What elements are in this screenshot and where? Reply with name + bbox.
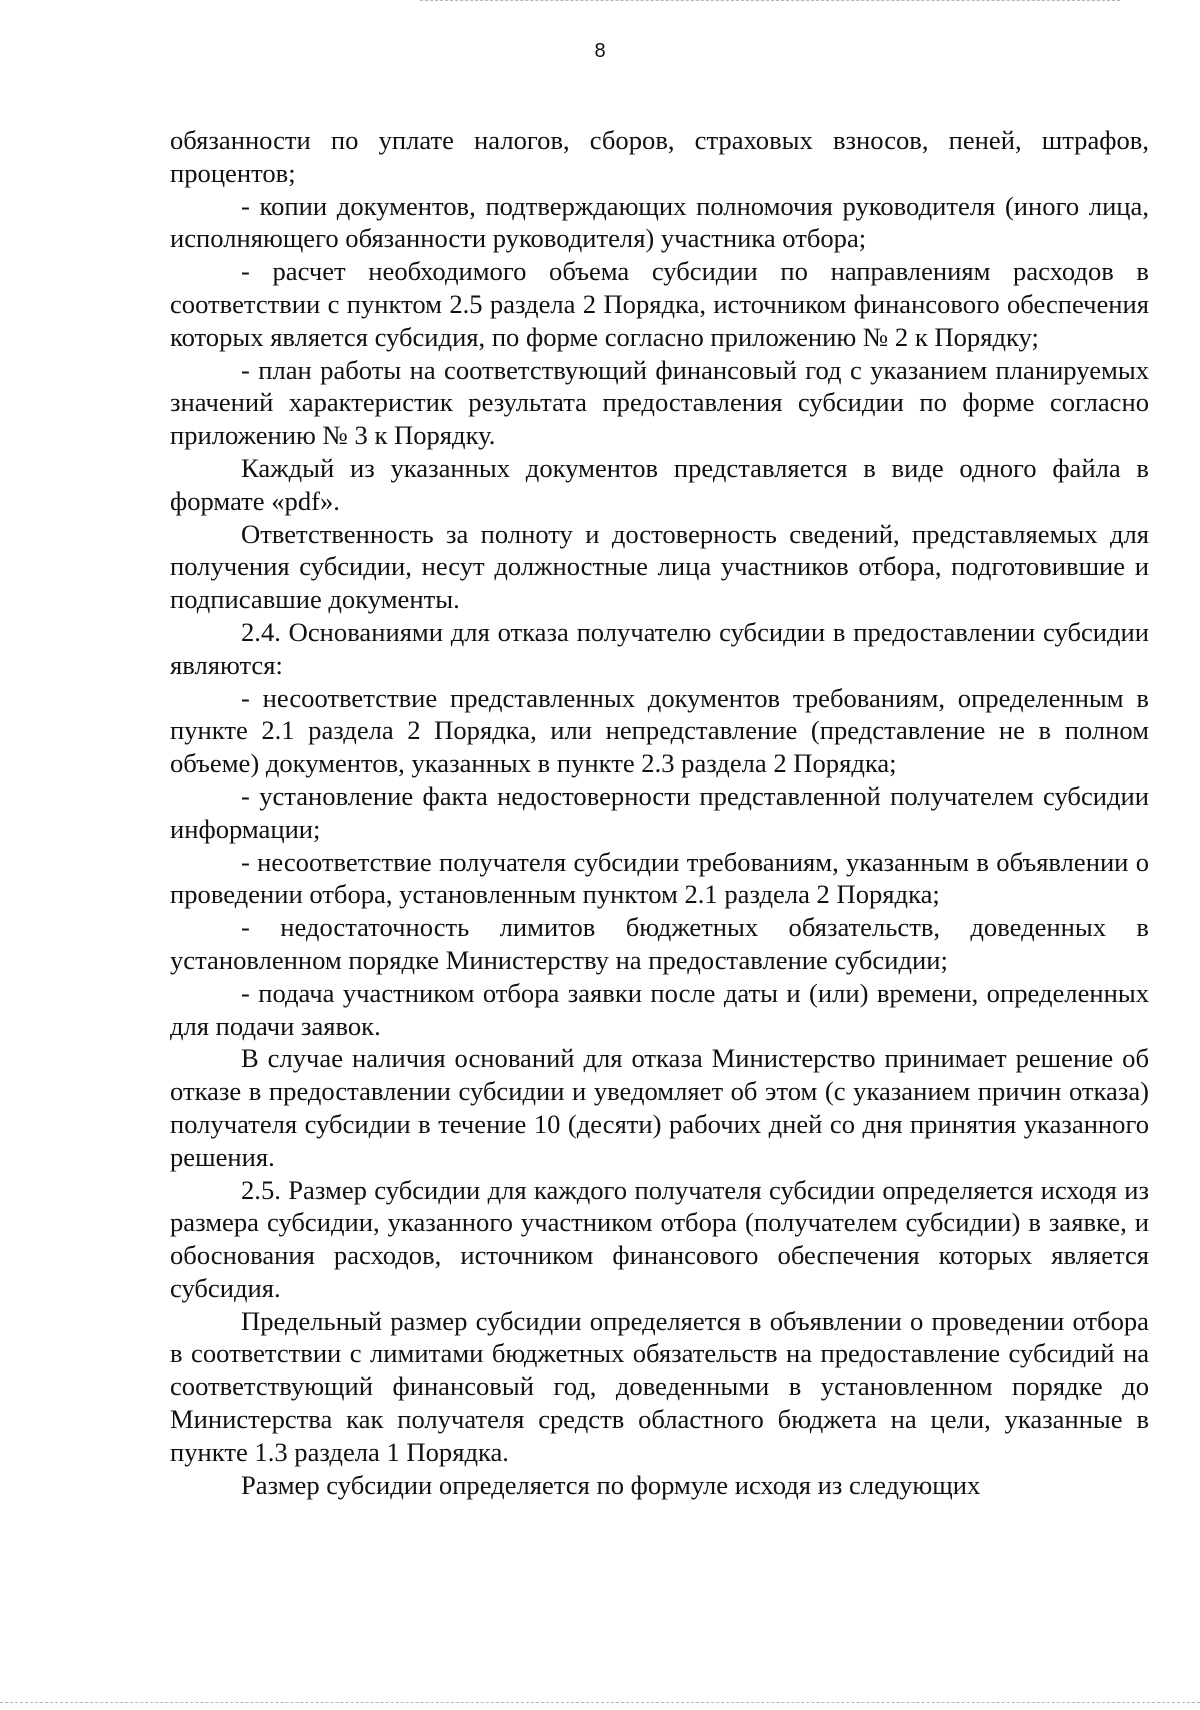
section-paragraph: 2.5. Размер субсидии для каждого получателя субсидии определяется исходя из размера субсидии, указанного участником отбора (получателем субсидии) в заявке, и обоснования расходов, источником финансового обеспечения которых является субсидия.: [170, 1174, 1149, 1303]
page-number: 8: [594, 40, 606, 62]
scan-bottom-edge: [0, 1702, 1200, 1703]
list-item: - несоответствие получателя субсидии требованиям, указанным в объявлении о проведении отбора, установленным пунктом 2.1 раздела 2 Порядка;: [170, 846, 1149, 910]
list-item: - план работы на соответствующий финансовый год с указанием планируемых значений характеристик результата предоставления субсидии по форме согласно приложению № 3 к Порядку.: [170, 354, 1149, 451]
list-item: - установление факта недостоверности представленной получателем субсидии информации;: [170, 780, 1149, 844]
list-item: - недостаточность лимитов бюджетных обязательств, доведенных в установленном порядке Министерству на предоставление субсидии;: [170, 912, 1149, 975]
list-item: - несоответствие представленных документов требованиям, определенным в пункте 2.1 раздела 2 Порядка, или непредставление (представление не в полном объеме) документов, указанных в пункте 2.3 раздела 2 Порядка;: [170, 682, 1149, 779]
document-body: [170, 124, 1149, 1501]
list-item: - подача участником отбора заявки после даты и (или) времени, определенных для подачи заявок.: [170, 977, 1149, 1041]
paragraph: Ответственность за полноту и достоверность сведений, представляемых для получения субсидии, несут должностные лица участников отбора, подготовившие и подписавшие документы.: [170, 518, 1149, 615]
list-item: - расчет необходимого объема субсидии по направлениям расходов в соответствии с пунктом 2.5 раздела 2 Порядка, источником финансового обеспечения которых является субсидия, по форме согласно приложению № 2 к Порядку;: [170, 256, 1149, 352]
paragraph: В случае наличия оснований для отказа Министерство принимает решение об отказе в предоставлении субсидии и уведомляет об этом (с указанием причин отказа) получателя субсидии в течение 10 (десяти) рабочих дней со дня принятия указанного решения.: [170, 1043, 1149, 1172]
paragraph: Предельный размер субсидии определяется в объявлении о проведении отбора в соответствии с лимитами бюджетных обязательств на предоставление субсидий на соответствующий финансовый год, доведенными в установленном порядке до Министерства как получателя средств областного бюджета на цели, указанные в пункте 1.3 раздела 1 Порядка.: [170, 1305, 1149, 1467]
paragraph: Каждый из указанных документов представляется в виде одного файла в формате «pdf».: [170, 452, 1149, 516]
list-item: - копии документов, подтверждающих полномочия руководителя (иного лица, исполняющего обязанности руководителя) участника отбора;: [170, 190, 1149, 254]
scan-top-edge: [420, 0, 1120, 1]
paragraph: Размер субсидии определяется по формуле исходя из следующих: [241, 1469, 981, 1500]
paragraph: обязанности по уплате налогов, сборов, страховых взносов, пеней, штрафов, процентов;: [170, 125, 1149, 188]
section-paragraph: 2.4. Основаниями для отказа получателю субсидии в предоставлении субсидии являются:: [170, 616, 1149, 680]
